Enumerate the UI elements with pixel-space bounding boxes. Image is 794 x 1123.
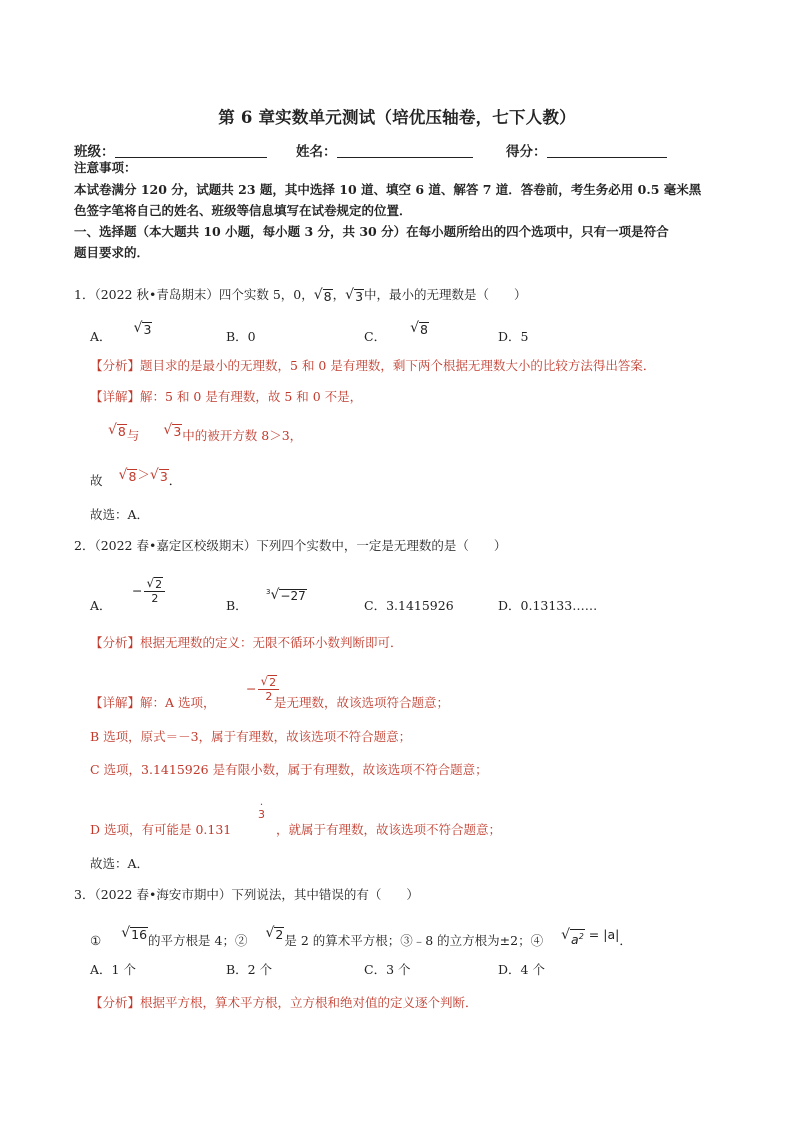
analysis-tag: 【分析】: [90, 995, 141, 1010]
detail-line: ，就属于有理数，故该选项不符合题意；: [276, 822, 502, 837]
option-d[interactable]: D．0.13133……: [498, 598, 598, 613]
section-heading: 一、选择题（本大题共 10 小题，每小题 3 分，共 30 分）在每小题所给出的四个选项中，只有一项是符合: [74, 224, 669, 239]
question-stem: 3．（2022 春•海安市期中）下列说法，其中错误的有（ ）: [74, 887, 419, 902]
detail-line: 故 √ 8 ＞ √ 3 ．: [90, 467, 182, 488]
option-d[interactable]: D．4 个: [498, 962, 545, 977]
answer-line: 故选：A．: [90, 507, 150, 522]
sqrt-8: √ 8: [410, 320, 428, 337]
option-c[interactable]: C．3.1415926: [364, 598, 454, 613]
score-label: 得分：: [506, 144, 547, 160]
option-b[interactable]: B．0: [226, 329, 256, 344]
analysis-line: 【分析】根据无理数的定义：无限不循环小数判断即可．: [90, 635, 403, 650]
neg-sqrt2-over-2: − √ 2 2: [132, 576, 165, 605]
neg-sqrt2-over-2: − √ 2 2: [246, 674, 279, 703]
analysis-line: 【分析】题目求的是最小的无理数，5 和 0 是有理数，剩下两个根据无理数大小的比较方法得出答案．: [90, 358, 656, 373]
detail-line: 是无理数，故该选项符合题意；: [274, 695, 450, 710]
sqrt-3: √ 3: [345, 287, 364, 304]
analysis-tag: 【分析】: [90, 635, 141, 650]
detail-line: 【详解】解：A 选项，: [90, 695, 216, 710]
sqrt-3: √ 3: [133, 320, 152, 337]
sqrt-2: √ 2: [265, 925, 284, 942]
analysis-line: 【分析】根据平方根，算术平方根，立方根和绝对值的定义逐个判断．: [90, 995, 478, 1010]
sqrt-3: √ 3: [163, 422, 182, 439]
detail-line: B 选项，原式＝－3，属于有理数，故该选项不符合题意；: [90, 729, 412, 744]
option-a[interactable]: A．1 个: [90, 962, 136, 977]
sqrt-8: √ 8: [118, 467, 137, 484]
name-field[interactable]: [296, 140, 473, 160]
sqrt-8: √ 8: [313, 287, 332, 304]
option-a[interactable]: A． √ 3: [90, 320, 152, 344]
notice-line: 色签字笔将自己的姓名、班级等信息填写在试卷规定的位置．: [74, 203, 412, 218]
question-stem: 2．（2022 春•嘉定区校级期末）下列四个实数中，一定是无理数的是（ ）: [74, 538, 507, 553]
repeating-digit: · 3: [258, 798, 265, 821]
notice-line: 本试卷满分 120 分，试题共 23 题，其中选择 10 道、填空 6 道、解答 7 道．答卷前，考生务必用 0.5 毫米黑: [74, 182, 702, 197]
option-a[interactable]: A．: [90, 598, 112, 613]
sqrt-a-squared: √ $a^2$ = |a|: [561, 927, 620, 948]
option-b[interactable]: B．: [226, 598, 248, 613]
option-b[interactable]: B．2 个: [226, 962, 273, 977]
detail-line: D 选项，有可能是 0.131: [90, 822, 232, 837]
sqrt-8: √ 8: [108, 422, 126, 439]
class-blank[interactable]: [115, 143, 267, 158]
score-blank[interactable]: [547, 143, 667, 158]
page-title: 第 6 章实数单元测试（培优压轴卷，七下人教）: [218, 108, 576, 127]
sqrt-16: √ 16: [121, 925, 148, 942]
notice-heading: 注意事项：: [74, 160, 137, 175]
name-blank[interactable]: [337, 143, 473, 158]
answer-line: 故选：A．: [90, 856, 150, 871]
section-heading: 题目要求的．: [74, 245, 150, 260]
statement-line: ① √ 16 的平方根是 4；② √ 2 是 2 的算术平方根；③﹣8 的立方根为±2；④ √ $a^2$ = |a|．: [90, 925, 632, 948]
detail-line: √ 8 与 √ 3 中的被开方数 8＞3，: [108, 422, 303, 443]
score-field[interactable]: [506, 140, 667, 160]
option-c[interactable]: C． √ 8: [364, 320, 428, 344]
analysis-tag: 【分析】: [90, 358, 141, 373]
detail-line: C 选项，3.1415926 是有限小数，属于有理数，故该选项不符合题意；: [90, 762, 488, 777]
detail-tag: 【详解】: [90, 389, 141, 404]
option-d[interactable]: D．5: [498, 329, 529, 344]
detail-line: 【详解】解：5 和 0 是有理数，故 5 和 0 不是，: [90, 389, 363, 404]
name-label: 姓名：: [296, 144, 337, 160]
cube-root-neg27: $^3$ √ −27: [266, 587, 306, 603]
question-stem: 1．（2022 秋•青岛期末）四个实数 5，0， √ 8 ， √ 3 中，最小的无理数是（ ）: [74, 287, 527, 304]
class-label: 班级：: [74, 144, 115, 160]
option-c[interactable]: C．3 个: [364, 962, 411, 977]
sqrt-3: √ 3: [149, 467, 168, 484]
detail-tag: 【详解】: [90, 695, 141, 710]
